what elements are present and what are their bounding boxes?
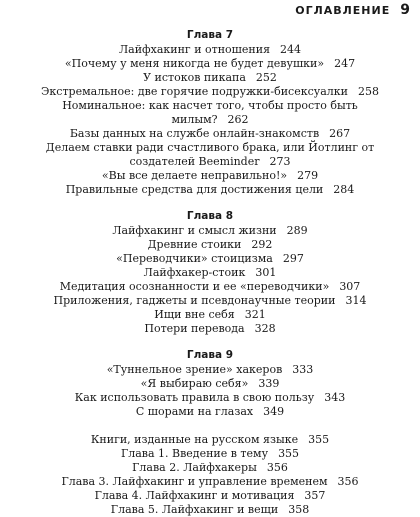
- toc-entry-line: [0, 363, 420, 377]
- toc-entry-title: У истоков пикапа: [143, 71, 246, 84]
- toc-entry-page: 279: [297, 169, 319, 182]
- toc-entry-page: 321: [244, 308, 266, 321]
- toc-entry-page: 339: [258, 377, 280, 390]
- toc-entry-line: [0, 447, 420, 461]
- toc-entry-page: 258: [357, 85, 379, 98]
- toc-entry-title: «Переводчики» стоицизма: [116, 252, 273, 265]
- toc-entry-line: [0, 127, 420, 141]
- chapter-section: [0, 28, 420, 197]
- toc-entry-page: 289: [286, 224, 308, 237]
- chapter-section: [0, 209, 420, 336]
- toc-entry-title: милым?: [171, 113, 218, 126]
- toc-entry-title: Глава 4. Лайфхакинг и мотивация: [94, 489, 295, 502]
- toc-entry-line: [0, 99, 420, 113]
- toc-entry-line: [0, 405, 420, 419]
- toc-entry-page: 356: [337, 475, 359, 488]
- toc-entry-title: Глава 2. Лайфхакеры: [132, 461, 257, 474]
- toc-entry-page: 262: [227, 113, 249, 126]
- toc-entry-title: «Я выбираю себя»: [140, 377, 249, 390]
- toc-entry-page: 307: [339, 280, 361, 293]
- toc-entry-title: Номинальное: как насчет того, чтобы просто быть: [62, 99, 358, 112]
- toc-entry-line: [0, 377, 420, 391]
- appendix-section: [0, 433, 420, 517]
- toc-entry-title: Лайфхакинг и смысл жизни: [112, 224, 277, 237]
- toc-entry-title: Древние стоики: [147, 238, 242, 251]
- toc-entry-title: «Вы все делаете неправильно!»: [101, 169, 288, 182]
- toc-entry-line: [0, 461, 420, 475]
- toc-entry-page: 247: [334, 57, 356, 70]
- toc-entry-line: [0, 322, 420, 336]
- toc-entry-page: 358: [288, 503, 310, 516]
- toc-entry-line: [0, 169, 420, 183]
- toc-entry-page: 328: [254, 322, 276, 335]
- toc-entry-line: [0, 391, 420, 405]
- running-head: [295, 0, 410, 20]
- toc-entry-page: 244: [280, 43, 302, 56]
- toc-entry-title: Как использовать правила в свою пользу: [74, 391, 315, 404]
- toc-entry-line: [0, 503, 420, 517]
- toc-entry-page: 292: [251, 238, 273, 251]
- toc-entry-title: Экстремальное: две горячие подружки-бисексуалки: [41, 85, 348, 98]
- toc-entry-page: 355: [278, 447, 300, 460]
- toc-entry-title: Лайфхакер-стоик: [143, 266, 246, 279]
- toc-entry-line: [0, 308, 420, 322]
- toc-entry-title: Приложения, гаджеты и псевдонаучные теории: [53, 294, 336, 307]
- toc-entry-line: [0, 71, 420, 85]
- toc-entry-title: Правильные средства для достижения цели: [65, 183, 324, 196]
- toc-entry-page: 356: [266, 461, 288, 474]
- toc-entry-page: 314: [345, 294, 367, 307]
- toc-entry-page: 333: [292, 363, 314, 376]
- table-of-contents: [0, 28, 420, 517]
- toc-entry-page: 284: [333, 183, 355, 196]
- page-number: 9: [400, 2, 410, 18]
- toc-entry-line: [0, 113, 420, 127]
- toc-entry-page: 357: [304, 489, 326, 502]
- toc-entry-page: 252: [255, 71, 277, 84]
- toc-entry-title: «Почему у меня никогда не будет девушки»: [64, 57, 325, 70]
- toc-entry-line: [0, 224, 420, 238]
- toc-entry-line: [0, 85, 420, 99]
- toc-entry-title: «Туннельное зрение» хакеров: [106, 363, 283, 376]
- toc-entry-line: [0, 57, 420, 71]
- toc-entry-line: [0, 294, 420, 308]
- toc-entry-title: Лайфхакинг и отношения: [118, 43, 271, 56]
- toc-entry-page: 349: [263, 405, 285, 418]
- chapter-heading: Глава 7: [186, 29, 234, 41]
- toc-entry-line: [0, 433, 420, 447]
- toc-entry-page: 301: [255, 266, 277, 279]
- toc-entry-page: 355: [308, 433, 330, 446]
- toc-entry-title: Книги, изданные на русском языке: [90, 433, 299, 446]
- toc-entry-title: Глава 5. Лайфхакинг и вещи: [110, 503, 279, 516]
- toc-entry-line: [0, 252, 420, 266]
- toc-entry-title: Глава 3. Лайфхакинг и управление временем: [61, 475, 328, 488]
- toc-entry-page: 273: [269, 155, 291, 168]
- toc-entry-title: Делаем ставки ради счастливого брака, или Йотлинг от: [45, 141, 375, 154]
- toc-entry-page: 297: [282, 252, 304, 265]
- chapter-heading: Глава 8: [186, 210, 234, 222]
- toc-entry-line: [0, 183, 420, 197]
- toc-entry-line: [0, 155, 420, 169]
- toc-entry-line: [0, 238, 420, 252]
- running-head-title: ОГЛАВЛЕНИЕ: [295, 3, 391, 17]
- toc-entry-title: Глава 1. Введение в тему: [120, 447, 269, 460]
- toc-entry-title: создателей Beeminder: [129, 155, 260, 168]
- toc-entry-page: 267: [329, 127, 351, 140]
- chapter-heading: Глава 9: [186, 349, 234, 361]
- toc-entry-line: [0, 141, 420, 155]
- toc-entry-page: 343: [324, 391, 346, 404]
- toc-entry-line: [0, 489, 420, 503]
- toc-entry-line: [0, 266, 420, 280]
- toc-entry-line: [0, 43, 420, 57]
- toc-entry-title: Потери перевода: [144, 322, 245, 335]
- toc-entry-line: [0, 475, 420, 489]
- toc-entry-title: Медитация осознанности и ее «переводчики»: [59, 280, 330, 293]
- toc-entry-title: С шорами на глазах: [135, 405, 254, 418]
- chapter-section: [0, 348, 420, 419]
- toc-entry-title: Базы данных на службе онлайн-знакомств: [69, 127, 320, 140]
- toc-entry-title: Ищи вне себя: [154, 308, 235, 321]
- toc-entry-line: [0, 280, 420, 294]
